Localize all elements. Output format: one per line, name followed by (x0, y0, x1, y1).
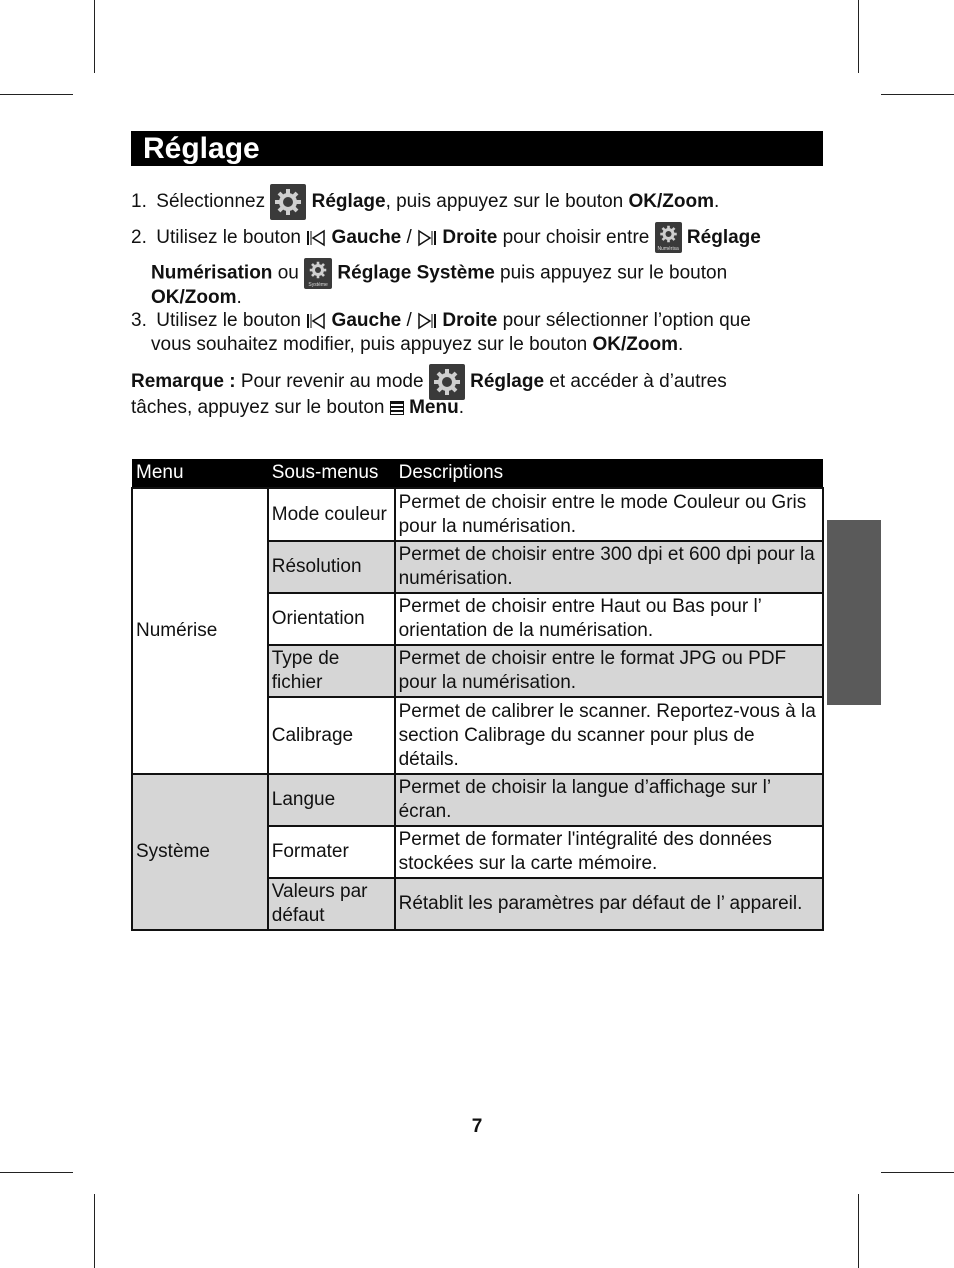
submenu-cell: Calibrage (268, 697, 395, 774)
description-cell: Permet de calibrer le scanner. Reportez-vous à la section Calibrage du scanner pour plus de détails. (395, 697, 823, 774)
step-text: Sélectionnez (156, 191, 266, 213)
submenu-cell: Type de fichier (268, 645, 395, 697)
step-keyword: Réglage (311, 191, 386, 213)
submenu-cell: Orientation (268, 593, 395, 645)
crop-mark (94, 1194, 95, 1268)
crop-mark (0, 1172, 73, 1173)
remark-keyword: Réglage (470, 371, 545, 393)
left-label: Gauche (331, 310, 402, 331)
skip-left-icon (306, 311, 326, 331)
submenu-cell: Résolution (268, 541, 395, 593)
step-text: , puis appuyez sur le bouton (385, 191, 624, 213)
step-keyword: Réglage Système (337, 262, 495, 284)
menu-cell-systeme: Système (132, 774, 268, 930)
step-text: Utilisez le bouton (156, 227, 301, 248)
table-row (132, 774, 823, 826)
submenu-cell: Mode couleur (268, 488, 395, 541)
skip-right-icon (417, 311, 437, 331)
description-cell: Rétablit les paramètres par défaut de l’ appareil. (395, 878, 823, 930)
step-text: . (236, 287, 242, 308)
description-cell: Permet de choisir entre le format JPG ou PDF pour la numérisation. (395, 645, 823, 697)
crop-mark (0, 94, 73, 95)
step-text: pour sélectionner l’option que (502, 310, 751, 331)
ok-zoom-label: OK/Zoom (151, 287, 237, 308)
page-number: 7 (471, 1116, 483, 1137)
column-header-descriptions: Descriptions (395, 459, 823, 488)
step-text: vous souhaitez modifier, puis appuyez sur le bouton (151, 334, 588, 355)
step-1 (131, 184, 811, 220)
step-text: Utilisez le bouton (156, 310, 301, 331)
description-cell: Permet de choisir entre Haut ou Bas pour l’ orientation de la numérisation. (395, 593, 823, 645)
remark-line-2 (131, 395, 464, 420)
remark-text: et accéder à d’autres (549, 371, 727, 393)
submenu-cell: Valeurs par défaut (268, 878, 395, 930)
gear-caption: Système (308, 282, 328, 288)
side-tab (827, 520, 881, 705)
menu-icon (390, 401, 404, 415)
right-label: Droite (442, 227, 498, 248)
step-text: ou (277, 262, 299, 284)
step-3-line-2 (151, 332, 683, 357)
step-text: . (678, 334, 684, 355)
description-cell: Permet de choisir entre 300 dpi et 600 dpi pour la numérisation. (395, 541, 823, 593)
description-cell: Permet de choisir entre le mode Couleur ou Gris pour la numérisation. (395, 488, 823, 541)
column-header-submenus: Sous-menus (268, 459, 395, 488)
description-cell: Permet de formater l'intégralité des données stockées sur la carte mémoire. (395, 826, 823, 878)
step-keyword: Réglage (686, 227, 761, 248)
gear-caption: Numérisa (657, 246, 679, 253)
left-label: Gauche (331, 227, 402, 248)
crop-mark (858, 1194, 859, 1268)
submenu-cell: Formater (268, 826, 395, 878)
menu-label: Menu (409, 397, 459, 418)
gear-icon (304, 258, 332, 289)
section-title-bar (131, 131, 823, 166)
remark-label: Remarque : (131, 371, 236, 393)
step-text: puis appuyez sur le bouton (500, 262, 728, 284)
step-text: . (714, 191, 720, 213)
step-number: 2. (131, 227, 147, 248)
table-row (132, 488, 823, 541)
step-text: pour choisir entre (502, 227, 650, 248)
remark-text: Pour revenir au mode (240, 371, 424, 393)
step-2 (131, 222, 811, 254)
ok-zoom-label: OK/Zoom (628, 191, 715, 213)
step-number: 3. (131, 310, 147, 331)
remark-text: . (458, 397, 464, 418)
remark-text: tâches, appuyez sur le bouton (131, 397, 385, 418)
step-number: 1. (131, 191, 147, 213)
gear-icon (270, 184, 306, 220)
crop-mark (858, 0, 859, 73)
description-cell: Permet de choisir la langue d’affichage sur l’ écran. (395, 774, 823, 826)
menu-cell-numerise: Numérise (132, 488, 268, 774)
settings-table (131, 459, 824, 931)
table-header-row (132, 459, 823, 488)
crop-mark (94, 0, 95, 73)
step-text: / (406, 310, 412, 331)
step-keyword: Numérisation (151, 262, 273, 284)
column-header-menu: Menu (132, 459, 268, 488)
ok-zoom-label: OK/Zoom (592, 334, 678, 355)
crop-mark (881, 94, 954, 95)
skip-left-icon (306, 228, 326, 248)
gear-icon (655, 222, 682, 253)
crop-mark (881, 1172, 954, 1173)
skip-right-icon (417, 228, 437, 248)
section-title: Réglage (143, 132, 260, 165)
step-text: / (406, 227, 412, 248)
submenu-cell: Langue (268, 774, 395, 826)
right-label: Droite (442, 310, 498, 331)
